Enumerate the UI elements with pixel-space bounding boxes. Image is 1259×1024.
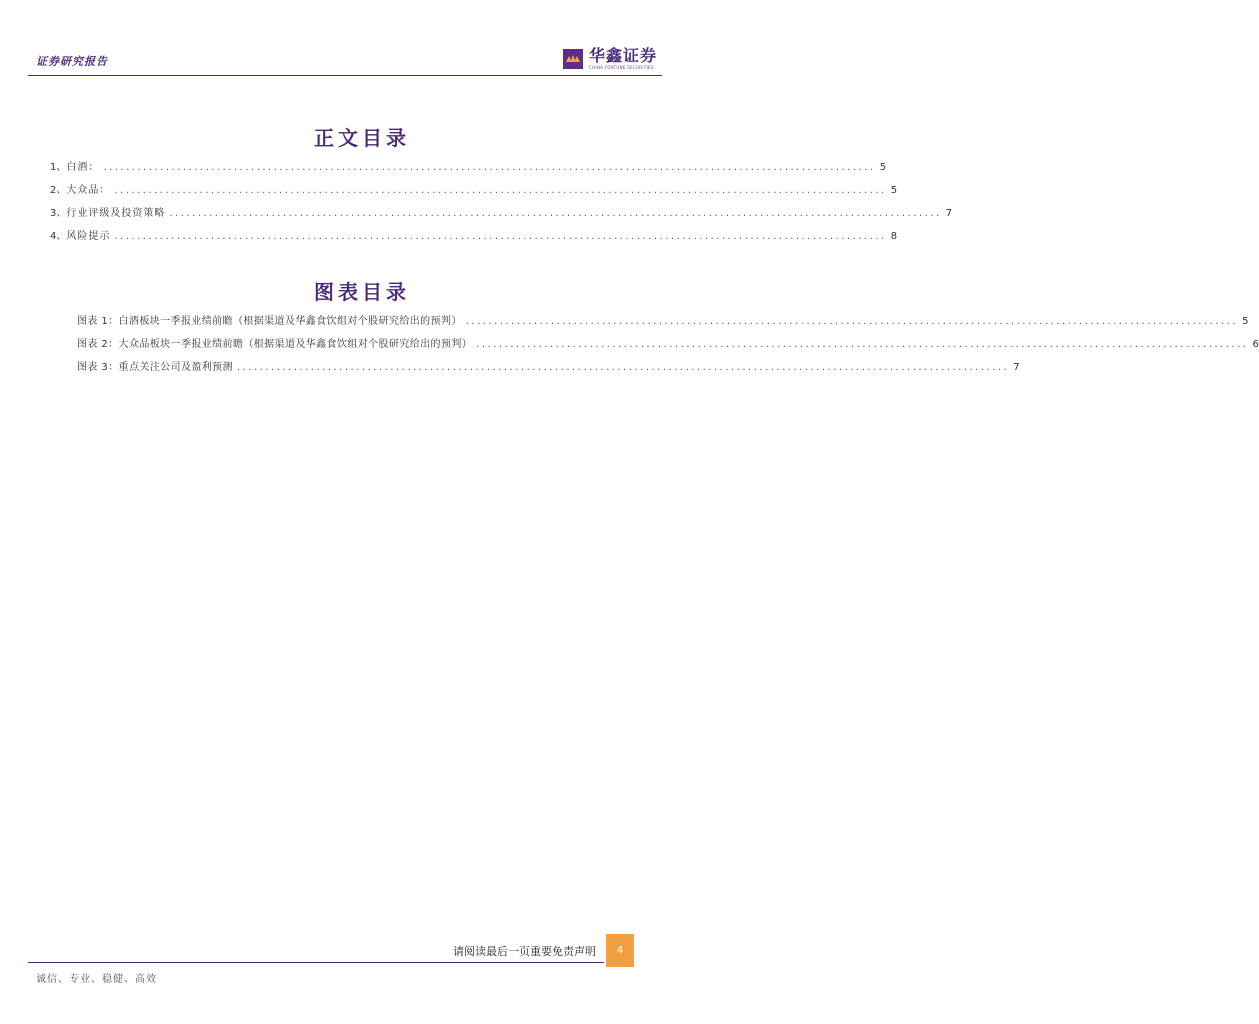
- footer-divider: [28, 962, 604, 963]
- toc-item-label: 大众品：: [66, 185, 111, 196]
- figure-item-page: 7: [1013, 362, 1020, 373]
- company-logo: [563, 47, 657, 73]
- toc-leader-dots: ........................................................................................................................................: [169, 208, 942, 219]
- figure-item[interactable]: [77, 338, 1259, 352]
- toc-item[interactable]: [50, 184, 898, 198]
- figure-item[interactable]: [77, 315, 1249, 329]
- toc-leader-dots: ........................................................................................................................................: [114, 185, 887, 196]
- figure-item-page: 6: [1252, 339, 1259, 350]
- toc-item-number: 3、: [50, 208, 67, 219]
- toc-leader-dots: ........................................................................................................................................: [114, 231, 887, 242]
- toc-leader-dots: ........................................................................................................................................: [465, 316, 1239, 327]
- toc-item-page: 8: [890, 231, 898, 242]
- disclaimer-notice: 请阅读最后一页重要免责声明: [453, 946, 596, 958]
- toc-item-page: 5: [890, 185, 898, 196]
- company-motto: 诚信、专业、稳健、高效: [36, 974, 157, 985]
- toc-title: 正文目录: [314, 126, 410, 150]
- toc-item-label: 风险提示: [66, 231, 111, 242]
- report-type-label: 证券研究报告: [36, 55, 108, 68]
- logo-name-cn: 华鑫证券: [589, 46, 658, 65]
- toc-item-label: 白酒：: [66, 162, 100, 173]
- toc-item-label: 行业评级及投资策略: [66, 208, 166, 219]
- figure-item-label: 图表 2：大众品板块一季报业绩前瞻（根据渠道及华鑫食饮组对个股研究给出的预判）: [77, 339, 473, 350]
- toc-item-page: 5: [879, 162, 887, 173]
- figure-item-page: 5: [1242, 316, 1249, 327]
- figure-item-label: 图表 1：白酒板块一季报业绩前瞻（根据渠道及华鑫食饮组对个股研究给出的预判）: [77, 316, 462, 327]
- toc-item[interactable]: [50, 161, 887, 175]
- figure-item-label: 图表 3：重点关注公司及盈利预测: [77, 362, 233, 373]
- toc-item[interactable]: [50, 230, 898, 244]
- logo-mark-icon: [563, 49, 583, 69]
- header-divider: [28, 75, 662, 76]
- toc-item[interactable]: [50, 207, 953, 221]
- toc-leader-dots: ........................................................................................................................................: [236, 362, 1010, 373]
- figure-item[interactable]: [77, 361, 1020, 375]
- toc-item-number: 1、: [50, 162, 67, 173]
- toc-item-number: 2、: [50, 185, 67, 196]
- logo-name-en: CHINA FORTUNE SECURITIES: [589, 65, 654, 70]
- toc-item-page: 7: [945, 208, 953, 219]
- page-number-badge: 4: [606, 934, 634, 967]
- figures-title: 图表目录: [314, 280, 410, 304]
- toc-item-number: 4、: [50, 231, 67, 242]
- toc-leader-dots: ........................................................................................................................................: [476, 339, 1249, 350]
- toc-leader-dots: ........................................................................................................................................: [103, 162, 876, 173]
